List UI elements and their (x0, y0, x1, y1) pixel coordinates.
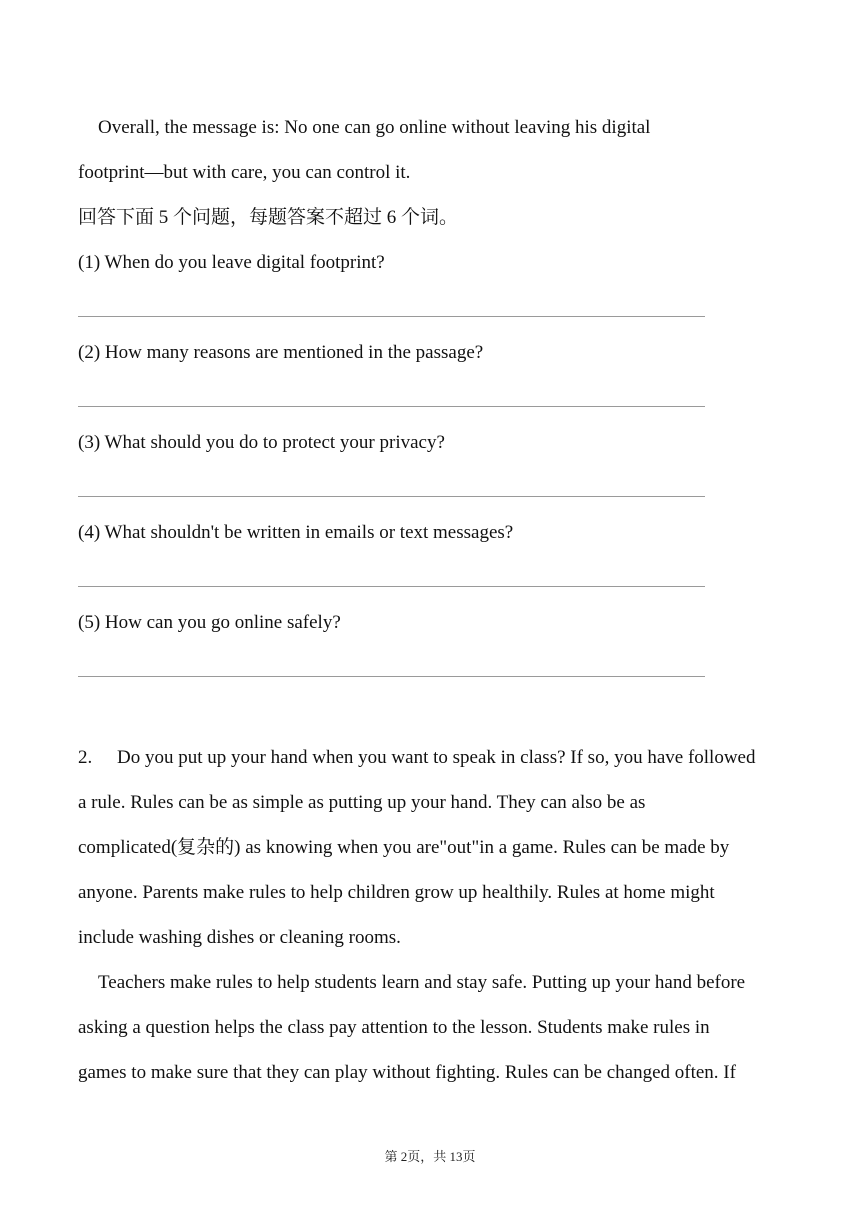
passage2-line-1 (78, 746, 756, 770)
question-1: (1) When do you leave digital footprint? (78, 252, 385, 273)
passage2-line-2: a rule. Rules can be as simple as putting up your hand. They can also be as (78, 792, 646, 813)
answer-line-5[interactable] (78, 676, 705, 677)
page-footer: 第 2页，共 13页 (384, 1149, 476, 1164)
question-4: (4) What shouldn't be written in emails or text messages? (78, 522, 514, 543)
question-2: (2) How many reasons are mentioned in the passage? (78, 342, 484, 363)
question-5: (5) How can you go online safely? (78, 612, 341, 633)
passage2-line-8: games to make sure that they can play without fighting. Rules can be changed often. If (78, 1062, 736, 1083)
instructions: 回答下面 5 个问题，每题答案不超过 6 个词。 (78, 207, 459, 228)
answer-line-4[interactable] (78, 586, 705, 587)
passage2-line-6: Teachers make rules to help students learn and stay safe. Putting up your hand before (98, 972, 746, 993)
passage2-line-5: include washing dishes or cleaning rooms. (78, 927, 401, 948)
passage1-closing-line2: footprint—but with care, you can control it. (78, 162, 411, 183)
passage2-line-4: anyone. Parents make rules to help children grow up healthily. Rules at home might (78, 882, 715, 903)
passage2-number: 2. (78, 747, 93, 768)
passage2-line-1-text: Do you put up your hand when you want to speak in class? If so, you have followed (117, 747, 756, 768)
passage2-line-7: asking a question helps the class pay attention to the lesson. Students make rules in (78, 1017, 710, 1038)
passage2-line-3: complicated(复杂的) as knowing when you are"out"in a game. Rules can be made by (78, 837, 730, 858)
passage1-closing-line1: Overall, the message is: No one can go online without leaving his digital (98, 117, 651, 138)
answer-line-2[interactable] (78, 406, 705, 407)
answer-line-3[interactable] (78, 496, 705, 497)
answer-line-1[interactable] (78, 316, 705, 317)
question-3: (3) What should you do to protect your privacy? (78, 432, 445, 453)
